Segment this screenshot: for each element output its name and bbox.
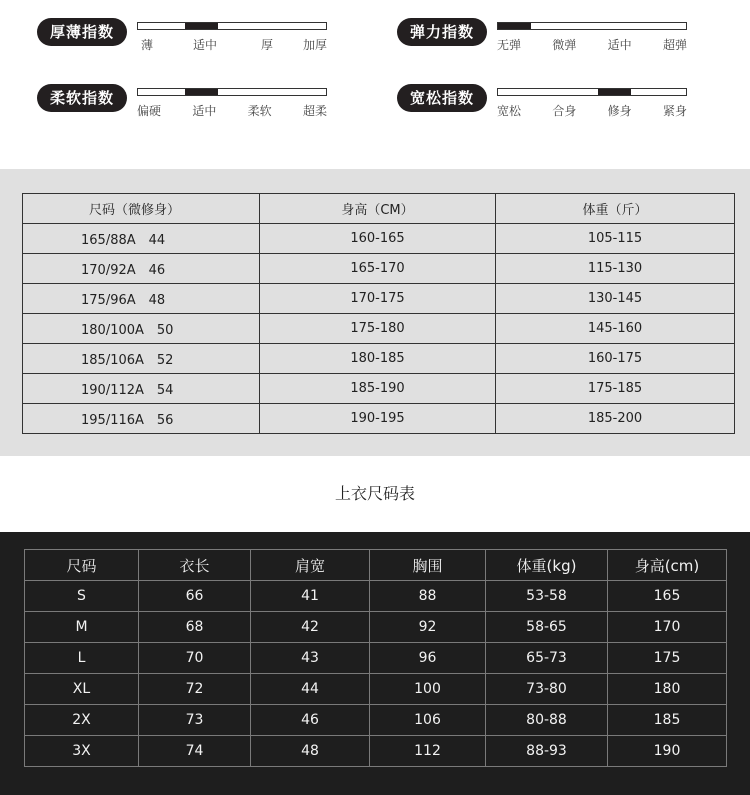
looseness-index	[397, 84, 687, 144]
table-cell: 68	[139, 612, 251, 643]
index-label: 柔软指数	[37, 84, 127, 112]
table-row	[25, 581, 727, 612]
table-cell: 112	[370, 736, 486, 767]
table-cell: M	[25, 612, 139, 643]
column-header: 尺码（微修身）	[23, 194, 260, 224]
table-header-row	[23, 194, 735, 224]
table-cell: 185-190	[260, 374, 496, 404]
tick-label: 适中	[192, 104, 217, 118]
table-cell: 180/100A 50	[23, 314, 260, 344]
table-cell: 160-175	[496, 344, 735, 374]
table-cell: 105-115	[496, 224, 735, 254]
table-cell: 170	[608, 612, 727, 643]
tick-label: 超柔	[302, 104, 327, 118]
index-bar	[497, 88, 687, 96]
index-bar-fill	[598, 89, 631, 95]
table-cell: 46	[251, 705, 370, 736]
table-cell: 73-80	[486, 674, 608, 705]
table-cell: 130-145	[496, 284, 735, 314]
table-cell: 66	[139, 581, 251, 612]
table-cell: 170/92A 46	[23, 254, 260, 284]
table-row	[25, 674, 727, 705]
table-row	[23, 284, 735, 314]
table-row	[23, 254, 735, 284]
index-label: 厚薄指数	[37, 18, 127, 46]
top-size-table-title: 上衣尺码表	[334, 484, 415, 503]
tick-label: 超弹	[662, 38, 687, 52]
tick-label: 适中	[607, 38, 632, 52]
index-bar-fill	[185, 89, 218, 95]
table-cell: 190/112A 54	[23, 374, 260, 404]
thickness-index	[37, 18, 327, 78]
table-cell: 72	[139, 674, 251, 705]
table-row	[25, 643, 727, 674]
index-bar-fill	[185, 23, 218, 29]
index-bar	[497, 22, 687, 30]
column-header: 身高（CM）	[260, 194, 496, 224]
table-cell: 175-180	[260, 314, 496, 344]
table-cell: 92	[370, 612, 486, 643]
table-cell: 44	[251, 674, 370, 705]
table-cell: 2X	[25, 705, 139, 736]
table-cell: 180	[608, 674, 727, 705]
index-ticks	[497, 36, 687, 54]
fit-size-table	[22, 193, 735, 434]
table-cell: 65-73	[486, 643, 608, 674]
index-bar	[137, 88, 327, 96]
column-header: 尺码	[25, 550, 139, 581]
index-bar	[137, 22, 327, 30]
table-cell: 185-200	[496, 404, 735, 434]
table-cell: 145-160	[496, 314, 735, 344]
table-cell: 3X	[25, 736, 139, 767]
table-cell: 53-58	[486, 581, 608, 612]
table-cell: 190-195	[260, 404, 496, 434]
table-cell: XL	[25, 674, 139, 705]
table-cell: 175	[608, 643, 727, 674]
table-cell: 88	[370, 581, 486, 612]
table-header-row	[25, 550, 727, 581]
table-cell: 170-175	[260, 284, 496, 314]
table-cell: 165-170	[260, 254, 496, 284]
table-cell: 180-185	[260, 344, 496, 374]
table-cell: 185	[608, 705, 727, 736]
tick-label: 合身	[552, 104, 577, 118]
elasticity-index	[397, 18, 687, 78]
index-ticks	[137, 102, 327, 120]
table-cell: 74	[139, 736, 251, 767]
table-cell: 195/116A 56	[23, 404, 260, 434]
tick-label: 偏硬	[137, 104, 162, 118]
table-cell: 100	[370, 674, 486, 705]
tick-label: 无弹	[497, 38, 522, 52]
top-size-table	[24, 549, 727, 767]
table-row	[25, 705, 727, 736]
table-cell: 88-93	[486, 736, 608, 767]
column-header: 身高(cm)	[608, 550, 727, 581]
table-cell: 115-130	[496, 254, 735, 284]
tick-label: 厚	[260, 38, 273, 52]
table-cell: 165/88A 44	[23, 224, 260, 254]
table-cell: 185/106A 52	[23, 344, 260, 374]
column-header: 体重（斤）	[496, 194, 735, 224]
table-cell: S	[25, 581, 139, 612]
table-cell: 70	[139, 643, 251, 674]
softness-index	[37, 84, 327, 144]
table-cell: 165	[608, 581, 727, 612]
column-header: 衣长	[139, 550, 251, 581]
tick-label: 薄	[141, 38, 154, 52]
table-row	[25, 736, 727, 767]
column-header: 体重(kg)	[486, 550, 608, 581]
table-cell: 106	[370, 705, 486, 736]
index-ticks	[137, 36, 327, 54]
table-row	[23, 344, 735, 374]
table-cell: 48	[251, 736, 370, 767]
tick-label: 修身	[607, 104, 632, 118]
table-row	[23, 404, 735, 434]
table-cell: 175-185	[496, 374, 735, 404]
index-label: 宽松指数	[397, 84, 487, 112]
table-cell: 160-165	[260, 224, 496, 254]
table-row	[23, 374, 735, 404]
table-cell: 80-88	[486, 705, 608, 736]
column-header: 肩宽	[251, 550, 370, 581]
tick-label: 适中	[192, 38, 217, 52]
column-header: 胸围	[370, 550, 486, 581]
index-bar-fill	[498, 23, 531, 29]
table-cell: 175/96A 48	[23, 284, 260, 314]
table-cell: L	[25, 643, 139, 674]
tick-label: 紧身	[662, 104, 687, 118]
table-cell: 41	[251, 581, 370, 612]
table-cell: 43	[251, 643, 370, 674]
table-cell: 73	[139, 705, 251, 736]
table-row	[23, 224, 735, 254]
table-cell: 58-65	[486, 612, 608, 643]
table-cell: 96	[370, 643, 486, 674]
table-cell: 42	[251, 612, 370, 643]
tick-label: 柔软	[247, 104, 272, 118]
index-ticks	[497, 102, 687, 120]
tick-label: 宽松	[497, 104, 522, 118]
table-row	[25, 612, 727, 643]
tick-label: 加厚	[302, 38, 327, 52]
table-row	[23, 314, 735, 344]
table-cell: 190	[608, 736, 727, 767]
tick-label: 微弹	[552, 38, 577, 52]
index-label: 弹力指数	[397, 18, 487, 46]
